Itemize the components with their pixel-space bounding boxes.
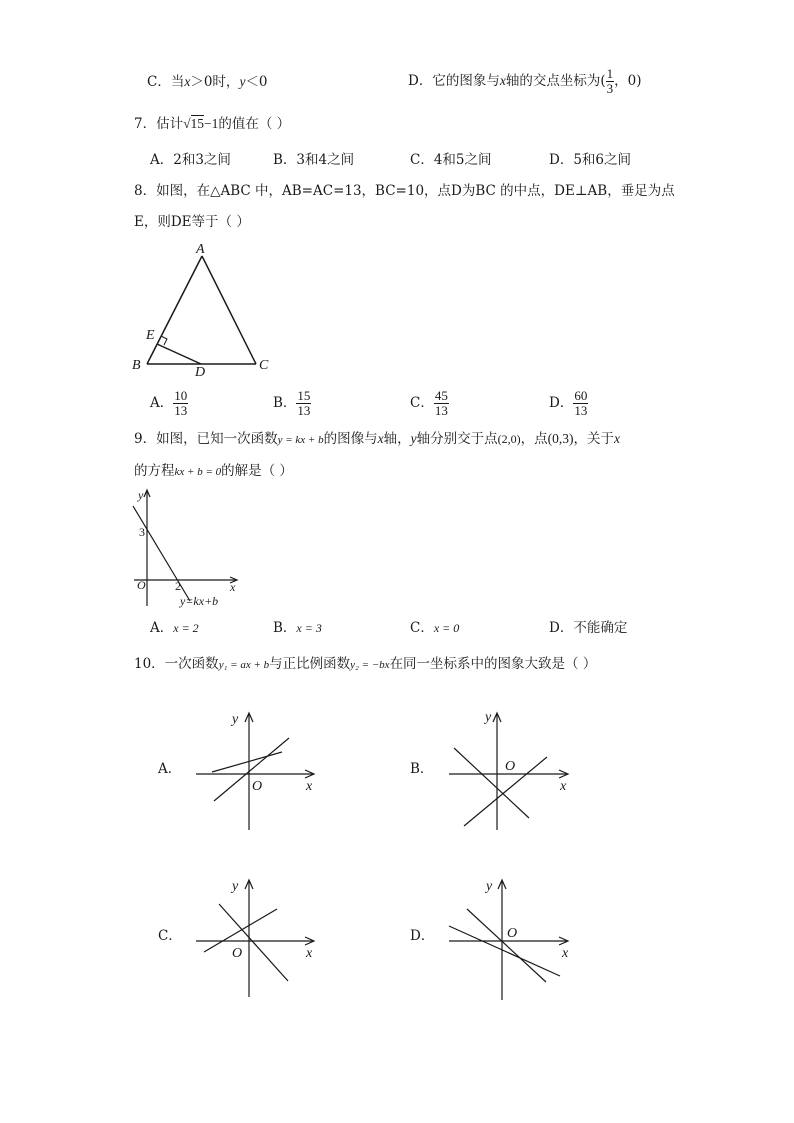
q10-d-origin-label: O [507,926,518,941]
sqrt-expression: √15−1 [183,116,219,131]
q8-stem-line1: 8．如图，在△ABC 中，AB=AC=13，BC=10，点D为BC 的中点，DE⊥AB，垂足为点 [134,183,675,199]
q6-option-d: D．它的图象与x轴的交点坐标为( $\frac{1}{3}$ ，0) [408,66,642,96]
q10-b-origin-label: O [505,759,516,774]
q10-graph-a [196,713,314,830]
q10-a-x-label: x [306,779,313,794]
label-D: D [195,365,206,380]
q10-c-x-label: x [306,946,313,961]
q9-tick-2: 2 [175,579,181,593]
q7-option-a: A．2和3之间 [150,152,231,168]
label-C: C [259,358,269,373]
label-B: B [132,358,141,373]
q7-option-b: B．3和4之间 [273,152,355,168]
q10-a-y-label: y [232,712,239,727]
q9-stem-line1: 9．如图，已知一次函数y = kx + b的图像与x轴，y轴分别交于点(2,0)，点(0,3)，关于x [134,431,620,447]
label-A: A [196,242,205,257]
q10-graph-c [196,880,314,997]
q9-stem-line2: 的方程kx + b = 0的解是（ ） [134,463,293,479]
q10-b-x-label: x [560,779,567,794]
q9-option-c: C．x = 0 [410,620,460,636]
q8-option-d: D． $\frac{60}{13}$ [549,388,588,418]
q10-option-d-label: D． [410,928,435,944]
q9-option-b: B．x = 3 [273,620,322,636]
q7-option-c: C．4和5之间 [410,152,492,168]
q9-tick-3: 3 [139,525,145,539]
q9-y-label: y [138,488,144,502]
label-E: E [146,328,155,343]
q10-c-y-label: y [232,879,239,894]
q8-stem-line2: E，则DE等于（ ） [134,214,250,230]
q6-option-c: C．当x＞0时，y＜0 [147,74,268,90]
q7-stem: 7．估计√15−1的值在（ ） [134,116,291,132]
q9-x-label: x [230,580,236,594]
q10-d-y-label: y [486,879,493,894]
q10-a-origin-label: O [252,779,263,794]
q8-option-b: B． $\frac{15}{13}$ [273,388,311,418]
fraction-one-third: $\frac{1}{3}$ [606,66,614,96]
q10-option-c-label: C． [158,928,182,944]
q10-d-x-label: x [562,946,569,961]
q9-option-a: A．x = 2 [150,620,199,636]
q8-option-a: A． $\frac{10}{13}$ [150,388,188,418]
q8-option-c: C． $\frac{45}{13}$ [410,388,448,418]
q10-stem: 10．一次函数y₁ = ax + b与正比例函数y₂ = −bx在同一坐标系中的图象大致是（ ） [134,656,597,672]
q9-origin-label: O [137,578,146,592]
q10-option-b-label: B． [410,761,434,777]
q10-b-y-label: y [485,710,492,725]
q10-c-origin-label: O [232,946,243,961]
q9-option-d: D．不能确定 [549,620,628,636]
q10-option-a-label: A． [158,761,182,777]
q9-line-label: y=kx+b [180,594,219,608]
q7-option-d: D．5和6之间 [549,152,632,168]
